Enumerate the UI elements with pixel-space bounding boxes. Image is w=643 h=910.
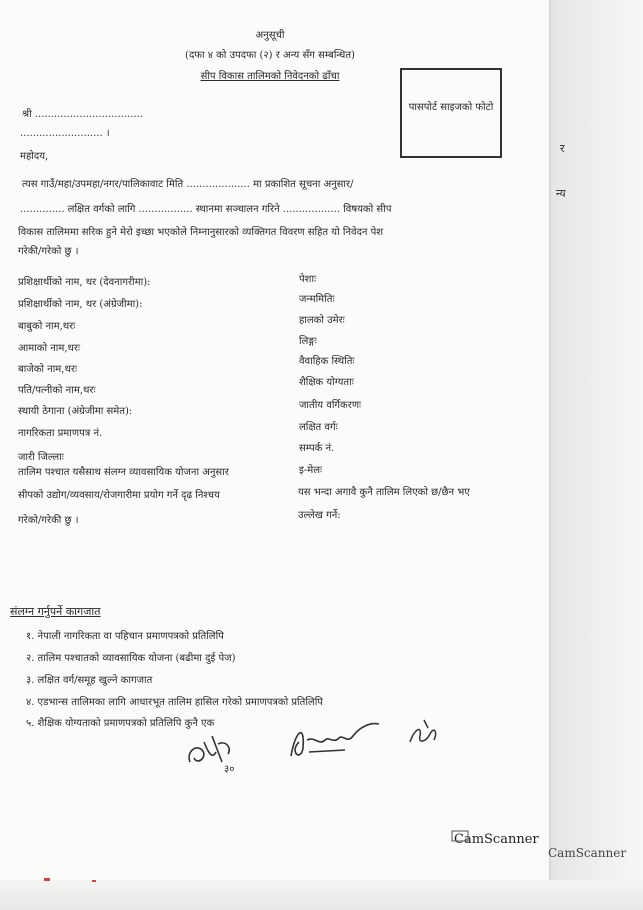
attachment-item-4: ४. एडभान्स तालिमका लागि आधारभूत तालिम हासिल गरेको प्रमाणपत्रको प्रतिलिपि <box>26 697 323 708</box>
attachments-heading: संलग्न गर्नुपर्ने कागजात <box>10 605 101 618</box>
field-ethnic-category: जातीय वर्गिकरणः <box>299 400 362 411</box>
field-citizenship-number: नागरिकता प्रमाणपत्र नं. <box>18 428 103 439</box>
field-date-of-birth: जन्ममितिः <box>299 294 335 305</box>
body-line-2: .............. लक्षित वर्गको लागि ................. स्थानमा सञ्चालन गरिने .................. विषयको सीप <box>20 204 392 215</box>
page-edge-shadow <box>551 0 643 910</box>
photo-box <box>400 68 502 158</box>
scanner-watermark-shadow: CamScanner <box>548 846 627 860</box>
field-father-name: बाबुको नाम,थरः <box>18 321 76 332</box>
declaration-line-2: सीपको उद्योग/व्यवसाय/रोजगारीमा प्रयोग गर्ने दृढ निश्चय <box>18 490 220 501</box>
field-current-age: हालको उमेरः <box>299 315 345 326</box>
document-subtitle: (दफा ४ को उपदफा (२) र अन्य सँग सम्बन्धित) <box>185 50 355 61</box>
photo-box-label: पासपोर्ट साइजको फोटो <box>408 102 494 113</box>
field-gender: लिङ्गः <box>299 336 317 347</box>
field-email: इ-मेलः <box>299 465 323 476</box>
attachment-item-1: १. नेपाली नागरिकता वा पहिचान प्रमाणपत्रको प्रतिलिपि <box>26 631 224 642</box>
body-line-1: त्यस गाउँ/महा/उपमहा/नगर/पालिकावाट मिति .................... मा प्रकाशित सूचना अनुसार/ <box>22 179 354 190</box>
attachment-item-2: २. तालिम पश्चातको व्यावसायिक योजना (बढीमा दुई पेज) <box>26 653 236 664</box>
signature-2 <box>285 712 385 767</box>
addressee-line-2: .......................... । <box>20 128 110 139</box>
attachment-item-5: ५. शैक्षिक योग्यताको प्रमाणपत्रको प्रतिलिपि कुनै एक <box>26 718 215 729</box>
form-title: सीप विकास तालिमको निवेदनको ढाँचा <box>200 71 340 82</box>
field-education: शैक्षिक योग्यताः <box>299 377 354 388</box>
field-trainee-name-devanagari: प्रशिक्षार्थीको नाम, थर (देवनागरीमा): <box>18 277 151 288</box>
declaration-line-3: गरेको/गरेकी छु । <box>18 515 79 526</box>
prior-training-line-2: उल्लेख गर्ने: <box>298 510 341 521</box>
field-grandfather-name: बाजेको नाम,थरः <box>18 364 77 375</box>
declaration-line-1: तालिम पश्चात यसैसाथ संलग्न व्यावसायिक योजना अनुसार <box>18 467 229 478</box>
field-permanent-address: स्थायी ठेगाना (अंग्रेजीमा समेत): <box>18 406 133 417</box>
field-trainee-name-english: प्रशिक्षार्थीको नाम, थर (अंग्रेजीमा): <box>18 299 143 310</box>
document-title: अनुसूची <box>255 30 285 41</box>
body-line-3: विकास तालिममा सरिक हुने मेरो इच्छा भएकोले निम्नानुसारको व्यक्तिगत विवरण सहित यो निवेदन पेश <box>18 227 384 238</box>
field-marital-status: वैवाहिक स्थितिः <box>299 356 355 367</box>
scan-bottom-edge <box>0 880 643 910</box>
field-spouse-name: पति/पत्नीको नाम,थरः <box>18 385 96 396</box>
scan-artifact <box>92 880 96 882</box>
page-number: ३० <box>224 764 235 775</box>
field-mother-name: आमाको नाम,थरः <box>18 343 81 354</box>
scan-artifact <box>44 878 50 881</box>
field-issue-district: जारी जिल्लाः <box>18 452 64 463</box>
attachment-item-3: ३. लक्षित वर्ग/समूह खुल्ने कागजात <box>26 675 153 686</box>
scanner-logo-icon <box>450 828 474 844</box>
side-fragment-a: र <box>560 142 565 155</box>
addressee-line-1: श्री .................................. <box>22 109 143 120</box>
signature-3 <box>404 712 444 752</box>
body-line-4: गरेकी/गरेको छु । <box>18 246 79 257</box>
side-fragment-b: न्य <box>556 187 566 200</box>
scanner-watermark: CamScanner <box>454 832 539 847</box>
salutation: महोदय, <box>20 151 49 162</box>
field-target-group: लक्षित वर्गः <box>299 422 338 433</box>
field-contact-number: सम्पर्क नं. <box>299 443 335 454</box>
field-occupation: पेशाः <box>299 274 317 285</box>
prior-training-line-1: यस भन्दा अगावै कुनै तालिम लिएको छ/छैन भए <box>298 487 470 498</box>
